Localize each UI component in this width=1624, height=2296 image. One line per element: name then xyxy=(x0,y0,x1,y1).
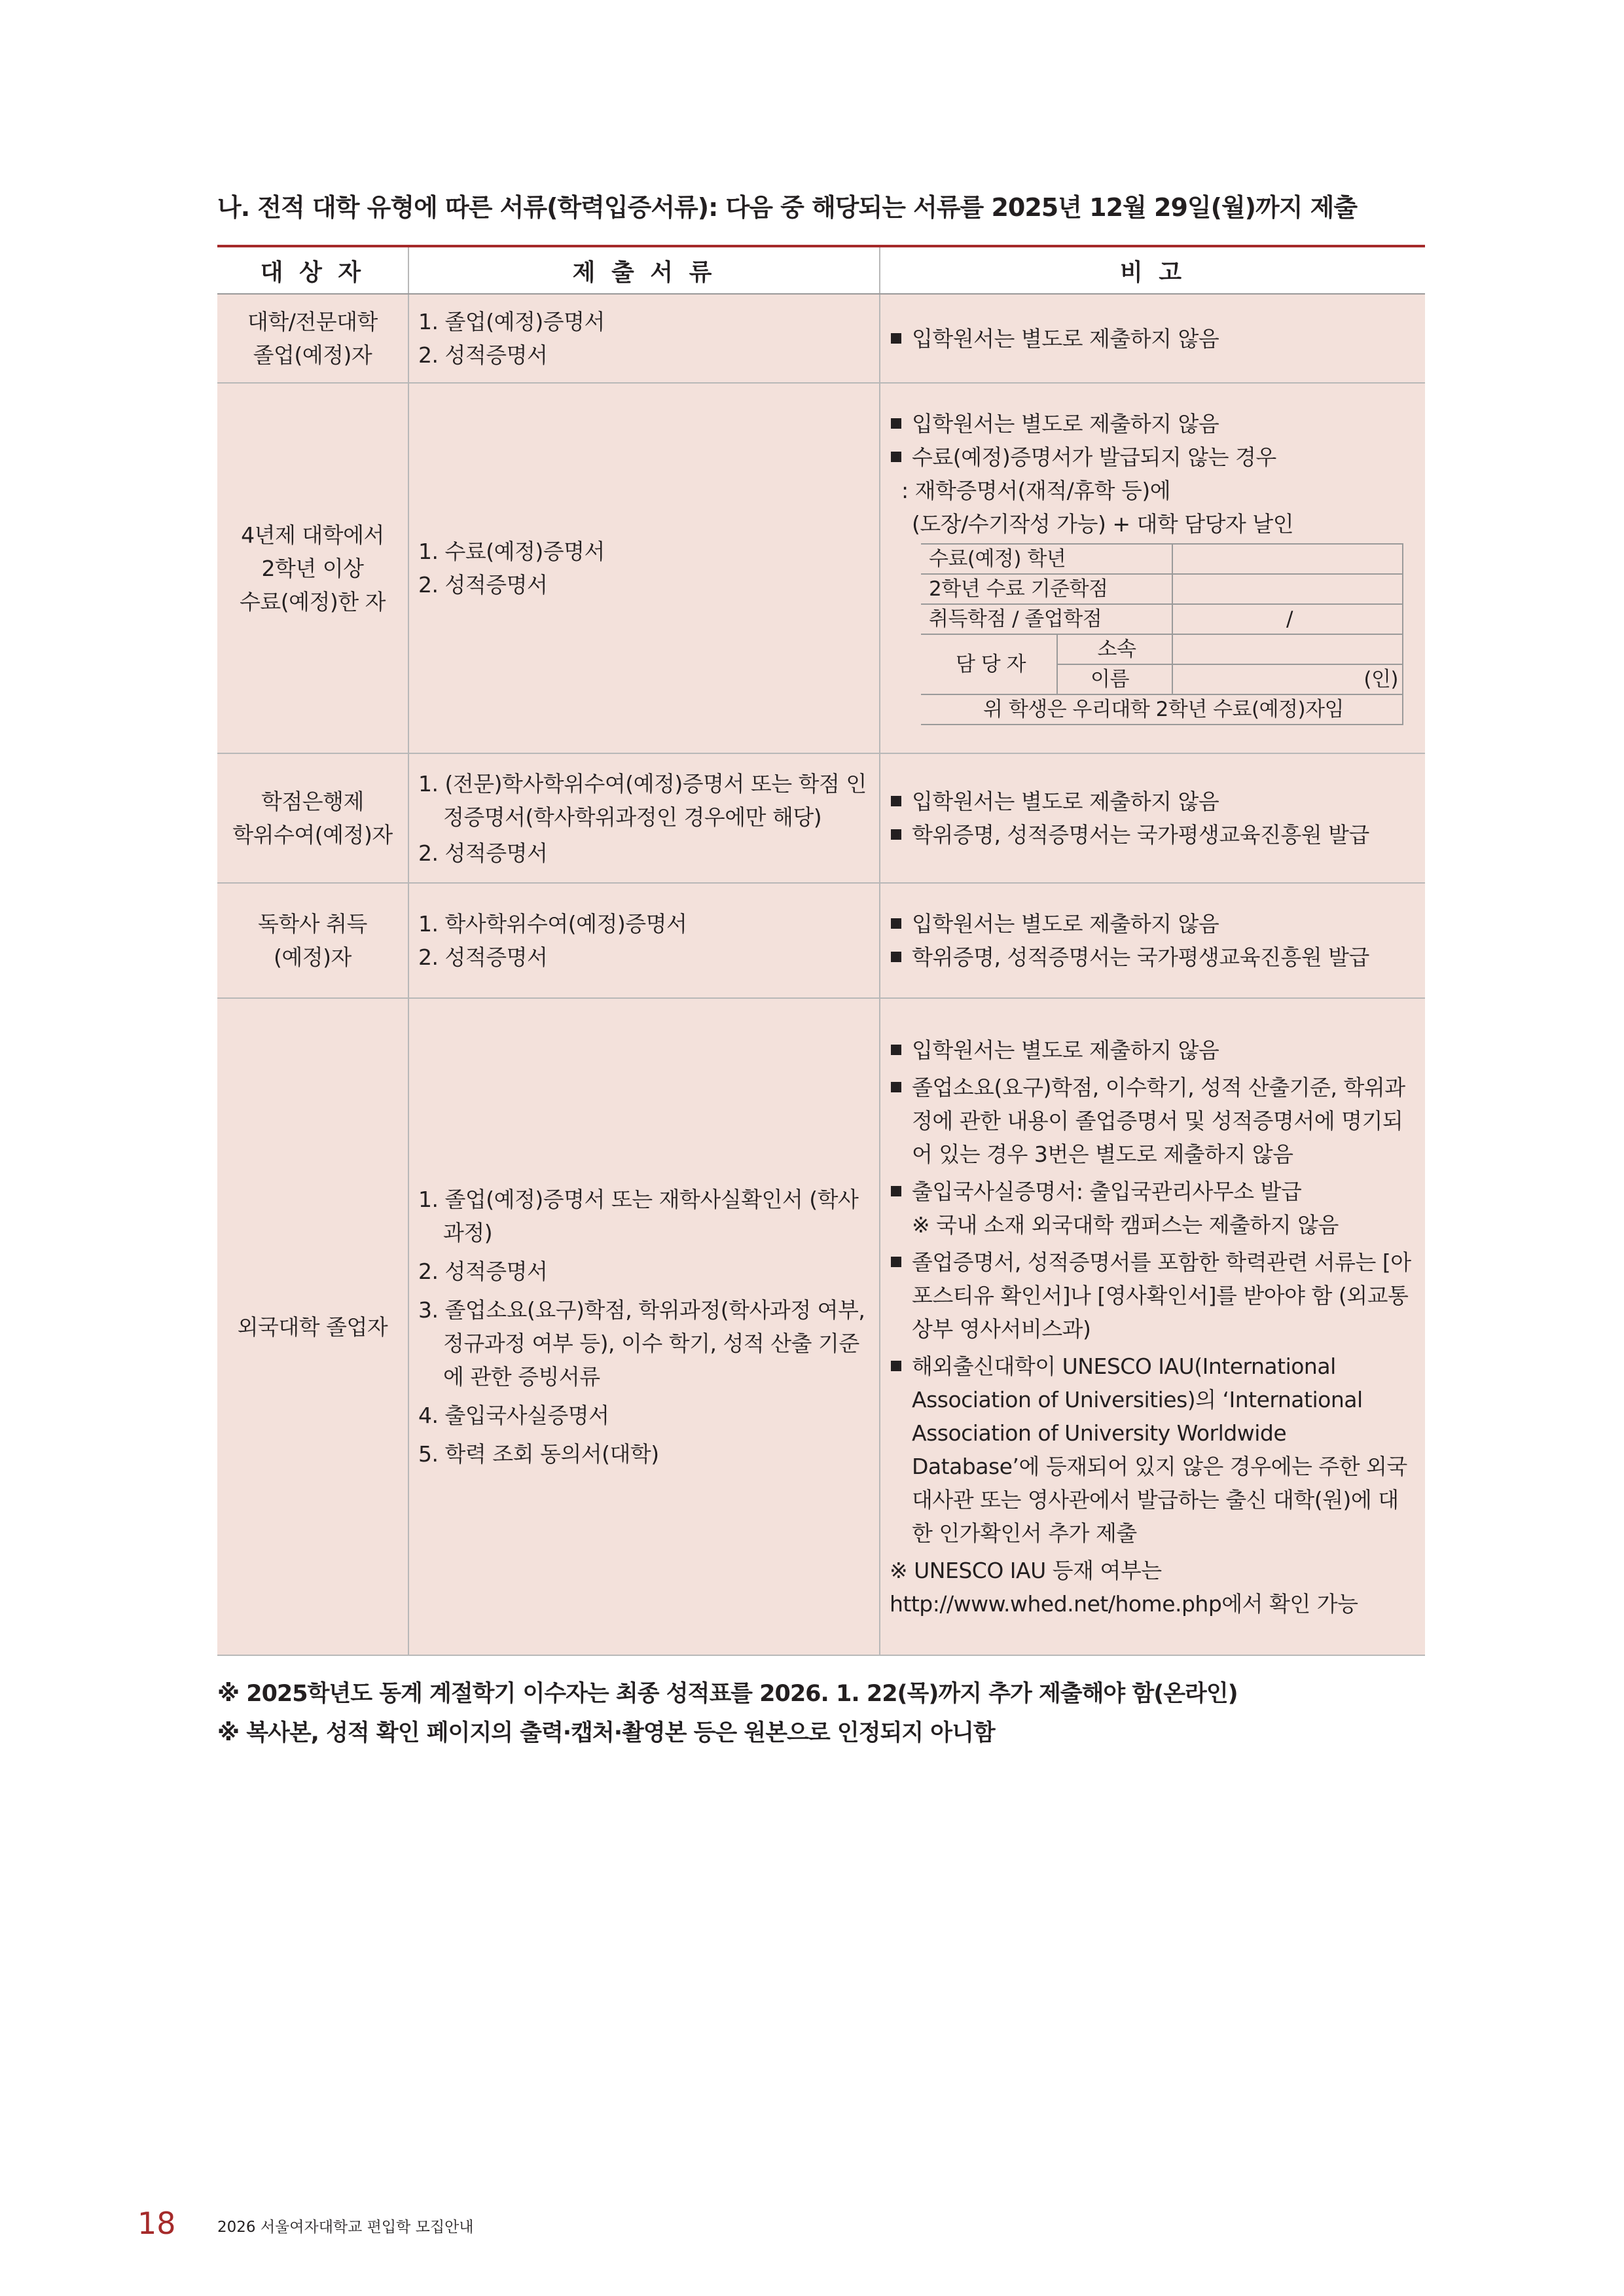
target-line: 대학/전문대학 xyxy=(247,309,378,334)
document-item: 5. 학력 조회 동의서(대학) xyxy=(418,1441,659,1467)
target-cell xyxy=(217,998,408,1655)
table-row xyxy=(217,883,1425,998)
documents-cell xyxy=(408,383,880,753)
form-label: 2학년 수료 기준학점 xyxy=(921,574,1172,604)
documents-cell xyxy=(408,998,880,1655)
remark-item: 졸업소요(요구)학점, 이수학기, 성적 산출기준, 학위과정에 관한 내용이 졸업증명서 및 성적증명서에 명기되어 있는 경우 3번은 별도로 제출하지 않음 xyxy=(890,1071,1417,1171)
target-line: 외국대학 졸업자 xyxy=(237,1314,388,1340)
target-line: 독학사 취득 xyxy=(258,911,367,937)
document-item: 2. 성적증명서 xyxy=(418,1259,548,1284)
target-cell xyxy=(217,753,408,883)
page-number: 18 xyxy=(137,2206,176,2241)
target-cell xyxy=(217,883,408,998)
completion-form xyxy=(921,543,1403,725)
document-item: 2. 성적증명서 xyxy=(418,342,548,368)
documents-table xyxy=(217,245,1425,1656)
target-cell xyxy=(217,294,408,383)
remark-item: 입학원서는 별도로 제출하지 않음 xyxy=(890,907,1417,941)
unesco-note: ※ UNESCO IAU 등재 여부는 xyxy=(890,1557,1162,1583)
document-item: 1. 졸업(예정)증명서 또는 재학사실확인서 (학사과정) xyxy=(418,1187,859,1246)
header-remarks: 비 고 xyxy=(880,246,1425,294)
header-documents: 제 출 서 류 xyxy=(408,246,880,294)
remark-item: 해외출신대학이 UNESCO IAU(International Association of Universities)의 ‘International Association of University Worldwide Database’에 등재되어 있지 않은 경우에는 주한 외국 대사관 또는 영사관에서 발급하는 출신 대학(원)에 대한 인가확인서 추가 제출 xyxy=(890,1350,1417,1550)
target-line: 수료(예정)한 자 xyxy=(239,588,386,615)
documents-cell xyxy=(408,753,880,883)
header-target: 대 상 자 xyxy=(217,246,408,294)
form-label: 취득학점 / 졸업학점 xyxy=(921,604,1172,634)
document-item: 1. 학사학위수여(예정)증명서 xyxy=(418,911,687,937)
remarks-cell xyxy=(880,998,1425,1655)
remarks-cell xyxy=(880,883,1425,998)
document-item: 1. 졸업(예정)증명서 xyxy=(418,309,605,334)
form-confirmation: 위 학생은 우리대학 2학년 수료(예정)자임 xyxy=(921,694,1403,725)
section-heading: 나. 전적 대학 유형에 따른 서류(학력입증서류): 다음 중 해당되는 서류를 2025년 12월 29일(월)까지 제출 xyxy=(217,193,1358,222)
target-cell xyxy=(217,383,408,753)
footnote: ※ 2025학년도 동계 계절학기 이수자는 최종 성적표를 2026. 1. 22(목)까지 추가 제출해야 함(온라인) xyxy=(217,1681,1238,1707)
document-item: 1. 수료(예정)증명서 xyxy=(418,539,605,564)
form-value xyxy=(1172,634,1403,664)
document-item: 2. 성적증명서 xyxy=(418,572,548,598)
table-header-row xyxy=(217,246,1425,294)
document-item: 2. 성적증명서 xyxy=(418,944,548,970)
document-item: 2. 성적증명서 xyxy=(418,840,548,866)
documents-cell xyxy=(408,294,880,383)
remark-item: 학위증명, 성적증명서는 국가평생교육진흥원 발급 xyxy=(890,941,1417,974)
remark-item: 출입국사실증명서: 출입국관리사무소 발급 xyxy=(890,1175,1417,1208)
form-label: 이름 xyxy=(1057,664,1172,694)
form-value xyxy=(1172,544,1403,574)
target-line: 학위수여(예정)자 xyxy=(232,822,393,848)
form-manager-label: 담 당 자 xyxy=(921,634,1057,694)
documents-cell xyxy=(408,883,880,998)
form-label: 소속 xyxy=(1057,634,1172,664)
remark-item: 입학원서는 별도로 제출하지 않음 xyxy=(890,407,1417,440)
target-line: 2학년 이상 xyxy=(261,555,364,581)
table-row xyxy=(217,294,1425,383)
form-label: 수료(예정) 학년 xyxy=(921,544,1172,574)
table-row xyxy=(217,753,1425,883)
document-item: 3. 졸업소요(요구)학점, 학위과정(학사과정 여부, 정규과정 여부 등), 이수 학기, 성적 산출 기준에 관한 증빙서류 xyxy=(418,1297,865,1390)
remark-item: 입학원서는 별도로 제출하지 않음 xyxy=(890,322,1417,355)
document-item: 4. 출입국사실증명서 xyxy=(418,1403,609,1428)
form-seal: (인) xyxy=(1172,664,1403,694)
footnote: ※ 복사본, 성적 확인 페이지의 출력·캡처·촬영본 등은 원본으로 인정되지 아니함 xyxy=(217,1720,995,1746)
target-line: 졸업(예정)자 xyxy=(253,342,372,368)
target-line: (예정)자 xyxy=(274,944,352,970)
remark-subline: ※ 국내 소재 외국대학 캠퍼스는 제출하지 않음 xyxy=(912,1211,1339,1238)
form-value: / xyxy=(1172,604,1403,634)
target-line: 학점은행제 xyxy=(261,789,364,814)
remark-item: 입학원서는 별도로 제출하지 않음 xyxy=(890,785,1417,818)
unesco-note-url: http://www.whed.net/home.php에서 확인 가능 xyxy=(890,1590,1358,1617)
table-row xyxy=(217,383,1425,753)
remark-item: 수료(예정)증명서가 발급되지 않는 경우 xyxy=(890,440,1417,474)
remarks-cell xyxy=(880,753,1425,883)
document-item: 1. (전문)학사학위수여(예정)증명서 또는 학점 인정증명서(학사학위과정인 경우에만 해당) xyxy=(418,770,867,830)
footer-title: 2026 서울여자대학교 편입학 모집안내 xyxy=(217,2219,474,2236)
remark-item: 입학원서는 별도로 제출하지 않음 xyxy=(890,1033,1417,1067)
target-line: 4년제 대학에서 xyxy=(241,522,384,548)
remark-subline: (도장/수기작성 가능) + 대학 담당자 날인 xyxy=(912,511,1294,537)
remarks-cell xyxy=(880,383,1425,753)
form-value xyxy=(1172,574,1403,604)
table-row xyxy=(217,998,1425,1655)
remark-subline: : 재학증명서(재적/휴학 등)에 xyxy=(901,478,1171,503)
remarks-cell xyxy=(880,294,1425,383)
remark-item: 학위증명, 성적증명서는 국가평생교육진흥원 발급 xyxy=(890,818,1417,852)
remark-item: 졸업증명서, 성적증명서를 포함한 학력관련 서류는 [아포스티유 확인서]나 [영사확인서]를 받아야 함 (외교통상부 영사서비스과) xyxy=(890,1246,1417,1346)
